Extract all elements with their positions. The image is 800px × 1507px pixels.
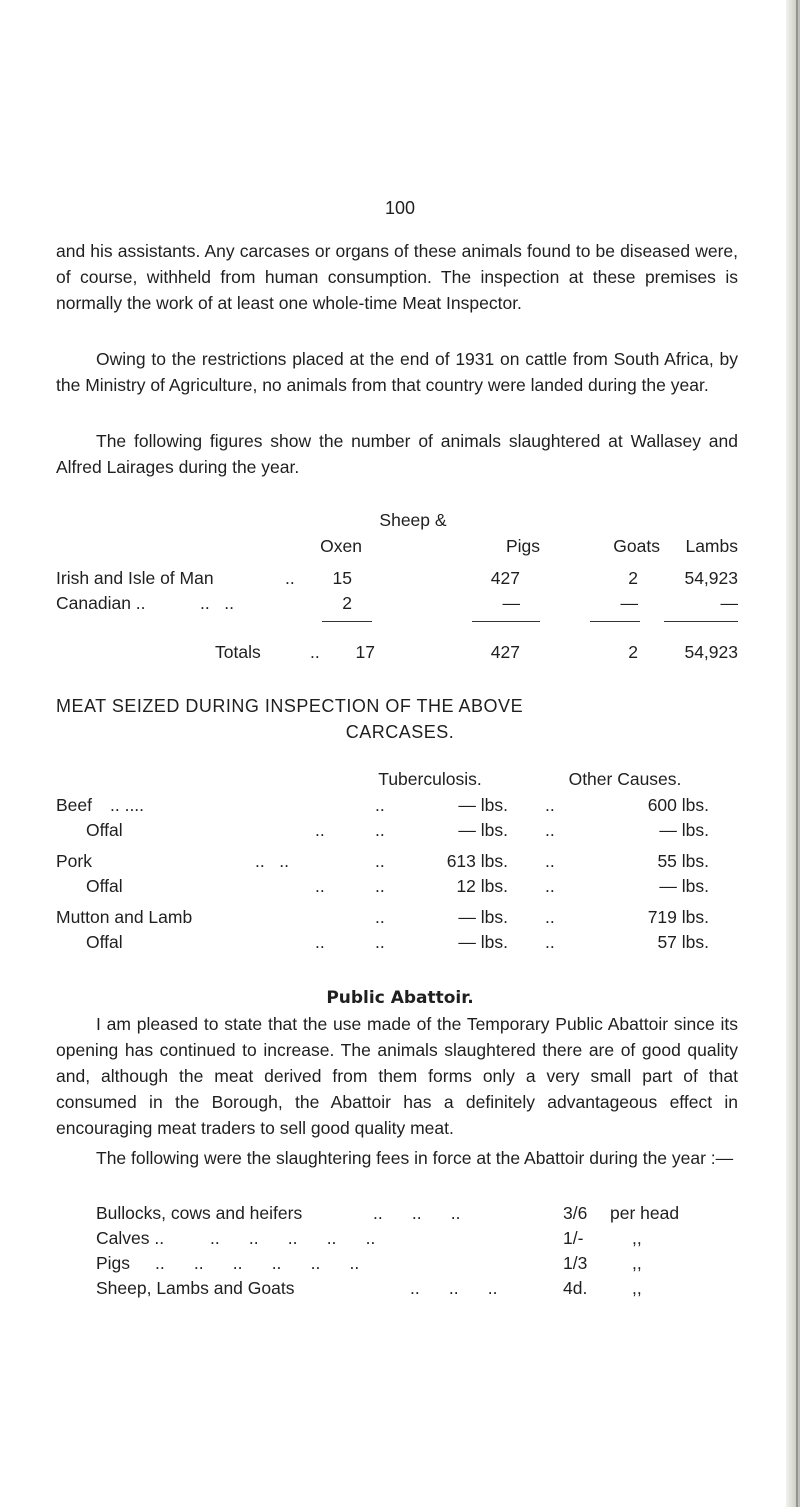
row-dots: .. (545, 820, 555, 840)
row-label: Canadian .. (56, 593, 146, 613)
row-dots: .. (545, 932, 555, 952)
other-causes-value: 57 lbs. (657, 932, 709, 952)
other-causes-header: Other Causes. (568, 769, 682, 789)
fee-unit: per head (610, 1203, 680, 1223)
paragraph-abattoir: I am pleased to state that the use made of the Temporary Public Abattoir since its opening has continued to increase. The animals slaughtered there are of good quality and, although the meat derived from them forms only a very small part of that consumed in the Borough, the Abattoir has a definitely advantageous effect in encouraging meat traders to sell good quality meat. (56, 1014, 738, 1138)
tuberculosis-value: — lbs. (458, 795, 508, 815)
row-dots: .. .. (200, 593, 235, 613)
totals-label: Totals (215, 642, 261, 662)
row-dots: .. (375, 851, 385, 871)
goats-total-rule (590, 621, 640, 622)
other-causes-value: — lbs. (659, 876, 709, 896)
fee-dots: .. .. .. .. .. (210, 1228, 376, 1248)
oxen-total-rule (322, 621, 372, 622)
fee-amount: 3/6 (563, 1203, 588, 1223)
row-label-dots: .. (315, 820, 325, 840)
row-dots: .. (545, 907, 555, 927)
fee-amount: 4d. (563, 1278, 588, 1298)
oxen-value: 2 (342, 593, 352, 613)
row-label: Irish and Isle of Man (56, 568, 214, 588)
public-abattoir-heading: Public Abattoir. (326, 988, 474, 1008)
fee-label: Sheep, Lambs and Goats (96, 1278, 295, 1298)
sheep-header-line1: Sheep & (379, 510, 447, 530)
sheep-header-line2: Lambs (685, 536, 738, 556)
row-label-dots: .. (315, 876, 325, 896)
page-number: 100 (384, 198, 416, 218)
other-causes-value: 719 lbs. (647, 907, 709, 927)
row-label-dots: .. .... (110, 795, 145, 815)
fee-dots: .. .. .. .. .. .. (155, 1253, 360, 1273)
totals-dots: .. (310, 642, 320, 662)
fee-label: Calves .. (96, 1228, 165, 1248)
row-dots: .. (285, 568, 295, 588)
row-label-dots: .. (315, 932, 325, 952)
fee-unit: ,, (632, 1228, 642, 1248)
row-dots: .. (375, 820, 385, 840)
oxen-total: 17 (355, 642, 375, 662)
row-label: Offal (86, 876, 123, 896)
meat-seized-heading-line2: CARCASES. (345, 722, 455, 742)
goats-value: — (620, 593, 638, 613)
goats-header: Goats (613, 536, 660, 556)
paragraph-assistants: and his assistants. Any carcases or organs of these animals found to be diseased were, of course, withheld from human consumption. The inspection at these premises is normally the work of at least one whole-time Meat Inspector. (56, 241, 738, 313)
page-edge-line (796, 0, 798, 1507)
fee-label: Pigs (96, 1253, 131, 1273)
row-label: Pork (56, 851, 92, 871)
pigs-header: Pigs (505, 536, 540, 556)
row-label: Mutton and Lamb (56, 907, 193, 927)
row-dots: .. (545, 851, 555, 871)
sheep-total-rule (664, 621, 738, 622)
oxen-value: 15 (332, 568, 352, 588)
goats-total: 2 (628, 642, 638, 662)
pigs-total: 427 (490, 642, 520, 662)
paragraph-fees-intro: The following were the slaughtering fees in force at the Abattoir during the year :— (96, 1148, 734, 1168)
fee-amount: 1/- (563, 1228, 584, 1248)
row-dots: .. (545, 795, 555, 815)
paragraph-south-africa: Owing to the restrictions placed at the end of 1931 on cattle from South Africa, by the Ministry of Agriculture, no animals from that country were landed during the year. (56, 349, 738, 395)
row-dots: .. (545, 876, 555, 896)
row-label: Offal (86, 932, 123, 952)
tuberculosis-header: Tuberculosis. (378, 769, 482, 789)
row-dots: .. (375, 932, 385, 952)
fee-dots: .. .. .. (410, 1278, 498, 1298)
other-causes-value: 55 lbs. (657, 851, 709, 871)
fee-label: Bullocks, cows and heifers (96, 1203, 303, 1223)
fee-amount: 1/3 (563, 1253, 588, 1273)
pigs-value: 427 (490, 568, 520, 588)
fee-unit: ,, (632, 1278, 642, 1298)
other-causes-value: 600 lbs. (647, 795, 709, 815)
row-label: Offal (86, 820, 123, 840)
tuberculosis-value: — lbs. (458, 907, 508, 927)
row-dots: .. (375, 876, 385, 896)
pigs-total-rule (472, 621, 540, 622)
row-label-dots: .. .. (255, 851, 290, 871)
pigs-value: — (502, 593, 520, 613)
fee-unit: ,, (632, 1253, 642, 1273)
tuberculosis-value: — lbs. (458, 820, 508, 840)
meat-seized-heading: MEAT SEIZED DURING INSPECTION OF THE ABOVE (56, 696, 524, 716)
oxen-header: Oxen (320, 536, 362, 556)
sheep-value: 54,923 (684, 568, 738, 588)
tuberculosis-value: 12 lbs. (456, 876, 508, 896)
fee-dots: .. .. .. (373, 1203, 461, 1223)
row-label: Beef (56, 795, 92, 815)
row-dots: .. (375, 907, 385, 927)
sheep-value: — (720, 593, 738, 613)
sheep-total: 54,923 (684, 642, 738, 662)
row-dots: .. (375, 795, 385, 815)
goats-value: 2 (628, 568, 638, 588)
tuberculosis-value: 613 lbs. (446, 851, 508, 871)
tuberculosis-value: — lbs. (458, 932, 508, 952)
paragraph-figures-intro: The following figures show the number of animals slaughtered at Wallasey and Alfred Lairages during the year. (56, 431, 738, 477)
other-causes-value: — lbs. (659, 820, 709, 840)
